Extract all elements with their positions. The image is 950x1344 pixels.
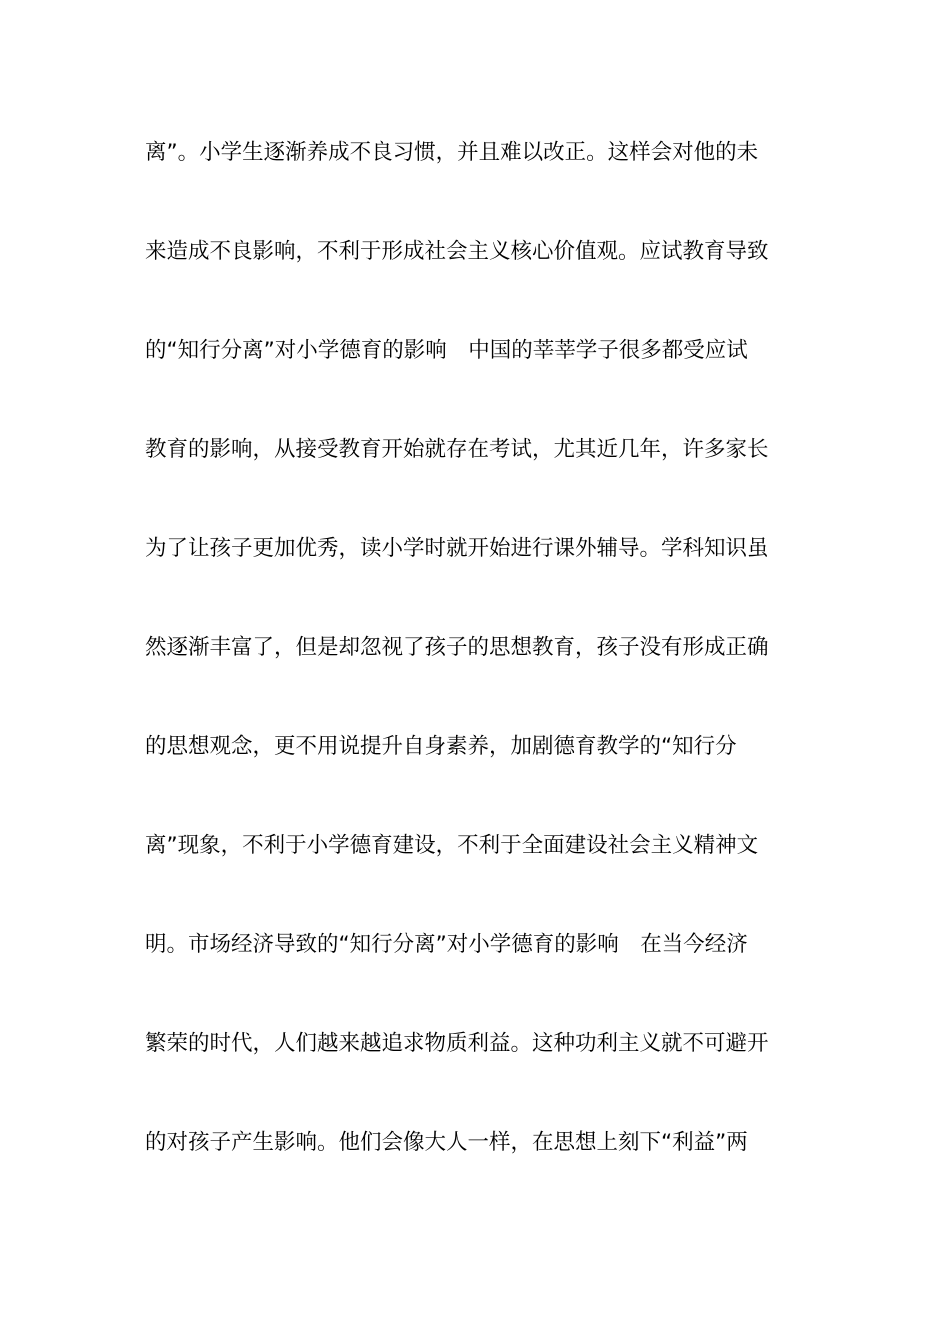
- text-line: 然逐渐丰富了，但是却忽视了孩子的思想教育，孩子没有形成正确: [145, 635, 769, 660]
- text-line: 的对孩子产生影响。他们会像大人一样，在思想上刻下“利益”两: [145, 1130, 748, 1155]
- text-line: 离”。小学生逐渐养成不良习惯，并且难以改正。这样会对他的未: [145, 140, 759, 165]
- text-line: 教育的影响，从接受教育开始就存在考试，尤其近几年，许多家长: [145, 437, 769, 462]
- text-line: 明。市场经济导致的“知行分离”对小学德育的影响 在当今经济: [145, 932, 748, 957]
- text-line: 的“知行分离”对小学德育的影响 中国的莘莘学子很多都受应试: [145, 338, 748, 363]
- text-line: 为了让孩子更加优秀，读小学时就开始进行课外辅导。学科知识虽: [145, 536, 769, 561]
- text-line: 繁荣的时代，人们越来越追求物质利益。这种功利主义就不可避开: [145, 1031, 769, 1056]
- text-line: 来造成不良影响，不利于形成社会主义核心价值观。应试教育导致: [145, 239, 769, 264]
- text-line: 的思想观念，更不用说提升自身素养，加剧德育教学的“知行分: [145, 734, 737, 759]
- text-line: 离”现象，不利于小学德育建设，不利于全面建设社会主义精神文: [145, 833, 759, 858]
